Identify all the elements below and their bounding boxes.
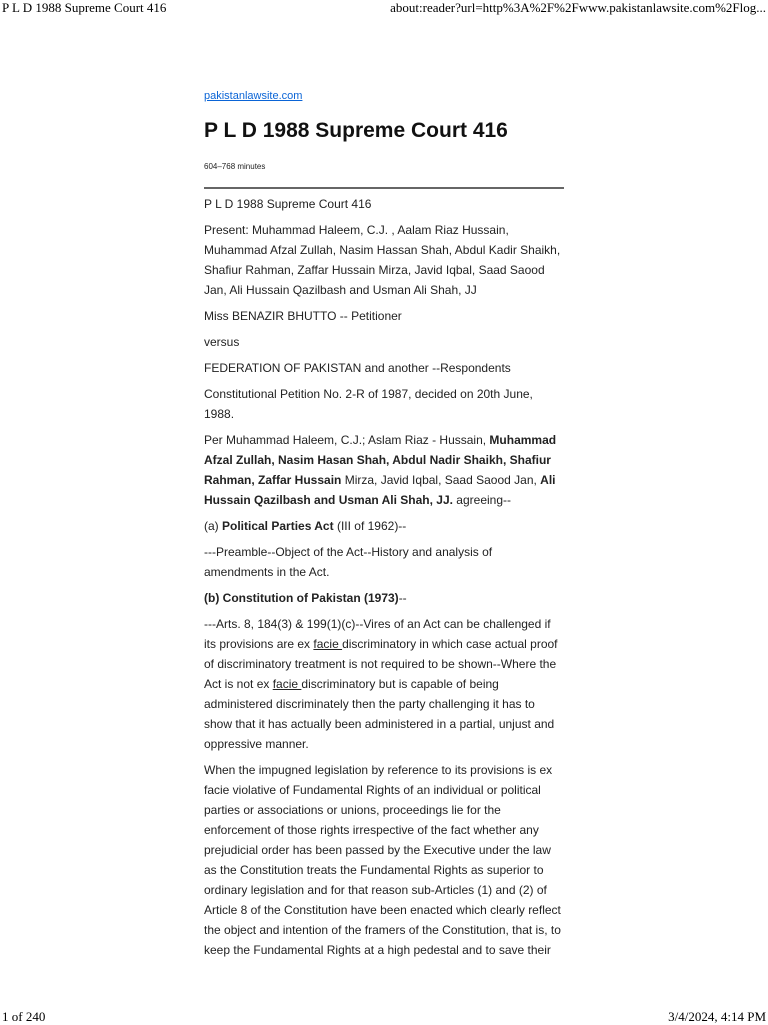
arts-text-3: discriminatory but is capable of being administered discriminately then the party challenging it has to show that it has actually been administered in a partial, unjust and oppressive manner.: [204, 677, 555, 751]
citation: P L D 1988 Supreme Court 416: [204, 197, 372, 211]
heading-a-prefix: (a): [204, 519, 222, 533]
bench-present: Present: Muhammad Haleem, C.J. , Aalam Riaz Hussain, Muhammad Afzal Zullah, Nasim Hassan Shah, Abdul Kadir Shaikh, Shafiur Rahman, Zaffar Hussain Mirza, Javid Iqbal, Saad Saood Jan, Ali Hussain Qazilbash and Usman Ali Shah, JJ: [204, 223, 561, 297]
reading-time: 604–768 minutes: [204, 162, 266, 171]
arts-text-1: ---Arts. 8, 184(3) & 199(1)(c)--Vires of an Act can be challenged if its provisions are ex: [204, 617, 551, 651]
heading-a-suffix: (III of 1962)--: [333, 519, 407, 533]
arts-text-2: discriminatory in which case actual proof of discriminatory treatment is not required to be shown--Where the Act is not ex: [204, 637, 558, 691]
per-text-1: Per Muhammad Haleem, C.J.; Aslam Riaz - Hussain,: [204, 433, 490, 447]
per-bold-2: Ali Hussain Qazilbash and Usman Ali Shah, JJ.: [204, 473, 556, 507]
versus: versus: [204, 335, 240, 349]
arts-note: [204, 614, 564, 754]
facie-underline-1: facie: [313, 637, 343, 651]
heading-a: [204, 516, 564, 536]
reader-view: [204, 89, 564, 966]
heading-a-act: Political Parties Act: [222, 519, 334, 533]
header-divider: [204, 187, 564, 189]
article-content: [204, 194, 564, 960]
petition-number: Constitutional Petition No. 2-R of 1987, decided on 20th June, 1988.: [204, 387, 533, 421]
print-timestamp: 3/4/2024, 4:14 PM: [668, 1009, 766, 1024]
per-bold-1: Muhammad Afzal Zullah, Nasim Hasan Shah, Abdul Nadir Shaikh, Shafiur Rahman, Zaffar Hussain: [204, 433, 557, 487]
heading-b: [204, 588, 564, 608]
per-text-2: Mirza, Javid Iqbal, Saad Saood Jan,: [341, 473, 541, 487]
page-counter: 1 of 240: [2, 1009, 46, 1024]
per-judges: [204, 430, 564, 510]
per-text-3: agreeing--: [452, 493, 511, 507]
source-domain-link[interactable]: pakistanlawsite.com: [204, 90, 303, 102]
facie-underline-2: facie: [272, 677, 302, 691]
heading-b-suffix: --: [398, 591, 407, 605]
respondents: FEDERATION OF PAKISTAN and another --Respondents: [204, 361, 511, 375]
print-header-title: P L D 1988 Supreme Court 416: [2, 0, 167, 15]
preamble-note: ---Preamble--Object of the Act--History and analysis of amendments in the Act.: [204, 545, 493, 579]
print-header-url: about:reader?url=http%3A%2F%2Fwww.pakistanlawsite.com%2Flog...: [390, 0, 766, 15]
page-title: P L D 1988 Supreme Court 416: [204, 119, 508, 142]
petitioner: Miss BENAZIR BHUTTO -- Petitioner: [204, 309, 402, 323]
impugned-legislation-note: When the impugned legislation by reference to its provisions is ex facie violative of Fundamental Rights of an individual or political parties or associations or unions, proceedings lie for the enforcement of those rights irrespective of the fact whether any prejudicial order has been passed by the Executive under the law as the Constitution treats the Fundamental Rights as superior to ordinary legislation and for that reason sub-Articles (1) and (2) of Article 8 of the Constitution have been enacted which clearly reflect the object and intention of the framers of the Constitution, that is, to keep the Fundamental Rights at a high pedestal and to save their: [204, 763, 561, 957]
heading-b-constitution: (b) Constitution of Pakistan (1973): [204, 591, 399, 605]
